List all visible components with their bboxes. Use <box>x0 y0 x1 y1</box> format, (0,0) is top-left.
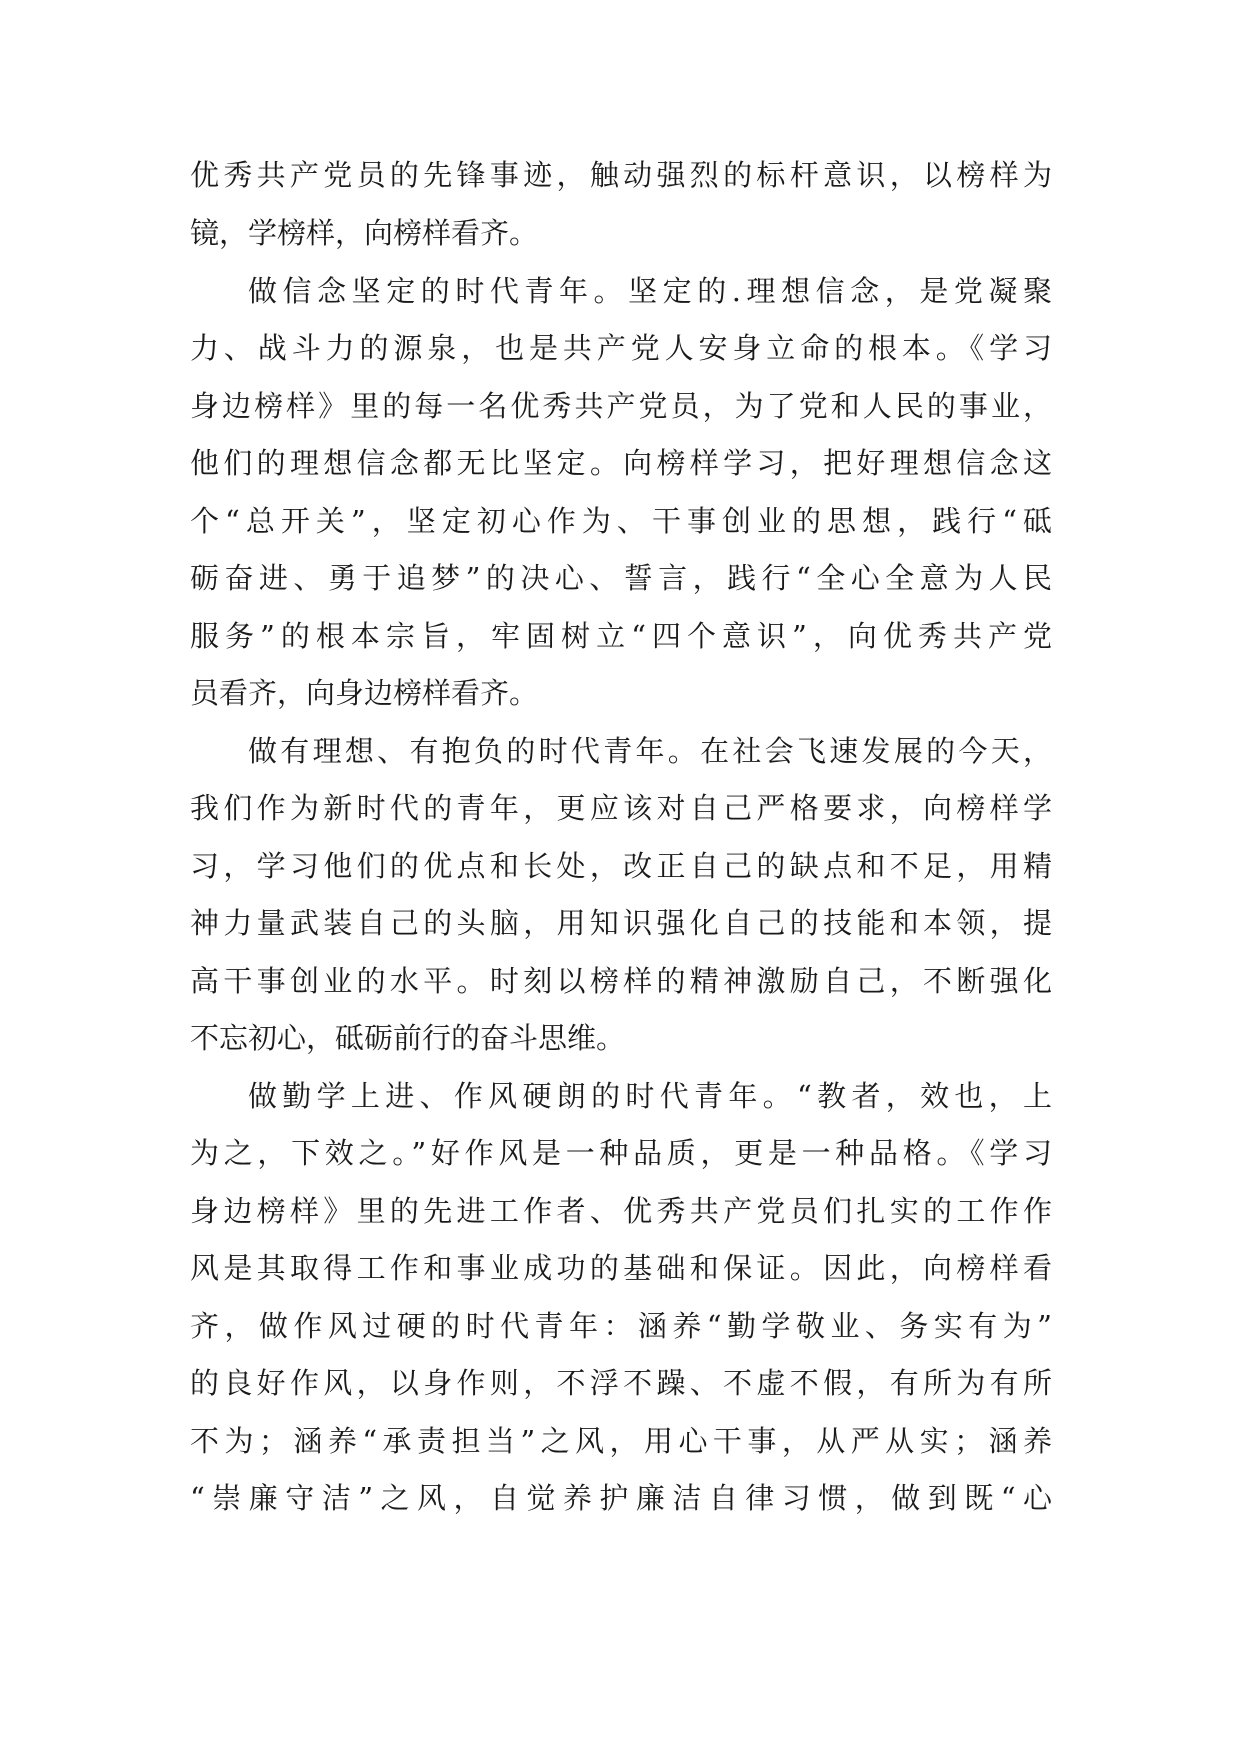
text-line-16: 不忘初心，砥砺前行的奋斗思维。 <box>190 1021 626 1055</box>
paragraph-start-line: 做信念坚定的时代青年。坚定的.理想信念，是党凝聚 <box>248 274 1052 308</box>
text-line-24: “崇廉守洁”之风，自觉养护廉洁自律习惯，做到既“心 <box>190 1481 1052 1515</box>
text-line-8: 砺奋进、勇于追梦”的决心、誓言，践行“全心全意为人民 <box>190 561 1052 595</box>
text-line-23: 不为；涵养“承责担当”之风，用心干事，从严从实；涵养 <box>190 1424 1052 1458</box>
paragraph-start-line: 做勤学上进、作风硬朗的时代青年。“教者，效也，上 <box>248 1079 1052 1113</box>
text-line-5: 身边榜样》里的每一名优秀共产党员，为了党和人民的事业， <box>190 389 1052 423</box>
text-line-19: 身边榜样》里的先进工作者、优秀共产党员们扎实的工作作 <box>190 1194 1052 1228</box>
text-line-22: 的良好作风，以身作则，不浮不躁、不虚不假，有所为有所 <box>190 1366 1052 1400</box>
text-line-21: 齐，做作风过硬的时代青年：涵养“勤学敬业、务实有为” <box>190 1309 1052 1343</box>
text-line-4: 力、战斗力的源泉，也是共产党人安身立命的根本。《学习 <box>190 331 1052 365</box>
text-line-6: 他们的理想信念都无比坚定。向榜样学习，把好理想信念这 <box>190 446 1052 480</box>
text-line-7: 个“总开关”，坚定初心作为、干事创业的思想，践行“砥 <box>190 504 1052 538</box>
text-line-20: 风是其取得工作和事业成功的基础和保证。因此，向榜样看 <box>190 1251 1052 1285</box>
text-line-12: 我们作为新时代的青年，更应该对自己严格要求，向榜样学 <box>190 791 1052 825</box>
text-line-13: 习，学习他们的优点和长处，改正自己的缺点和不足，用精 <box>190 849 1052 883</box>
text-line-10: 员看齐，向身边榜样看齐。 <box>190 676 539 710</box>
text-line-1: 优秀共产党员的先锋事迹，触动强烈的标杆意识，以榜样为 <box>190 158 1052 192</box>
text-line-2: 镜，学榜样，向榜样看齐。 <box>190 216 539 250</box>
text-line-18: 为之，下效之。”好作风是一种品质，更是一种品格。《学习 <box>190 1136 1052 1170</box>
text-line-15: 高干事创业的水平。时刻以榜样的精神激励自己，不断强化 <box>190 964 1052 998</box>
text-line-9: 服务”的根本宗旨，牢固树立“四个意识”，向优秀共产党 <box>190 619 1052 653</box>
text-line-14: 神力量武装自己的头脑，用知识强化自己的技能和本领，提 <box>190 906 1052 940</box>
paragraph-start-line: 做有理想、有抱负的时代青年。在社会飞速发展的今天， <box>248 734 1052 768</box>
